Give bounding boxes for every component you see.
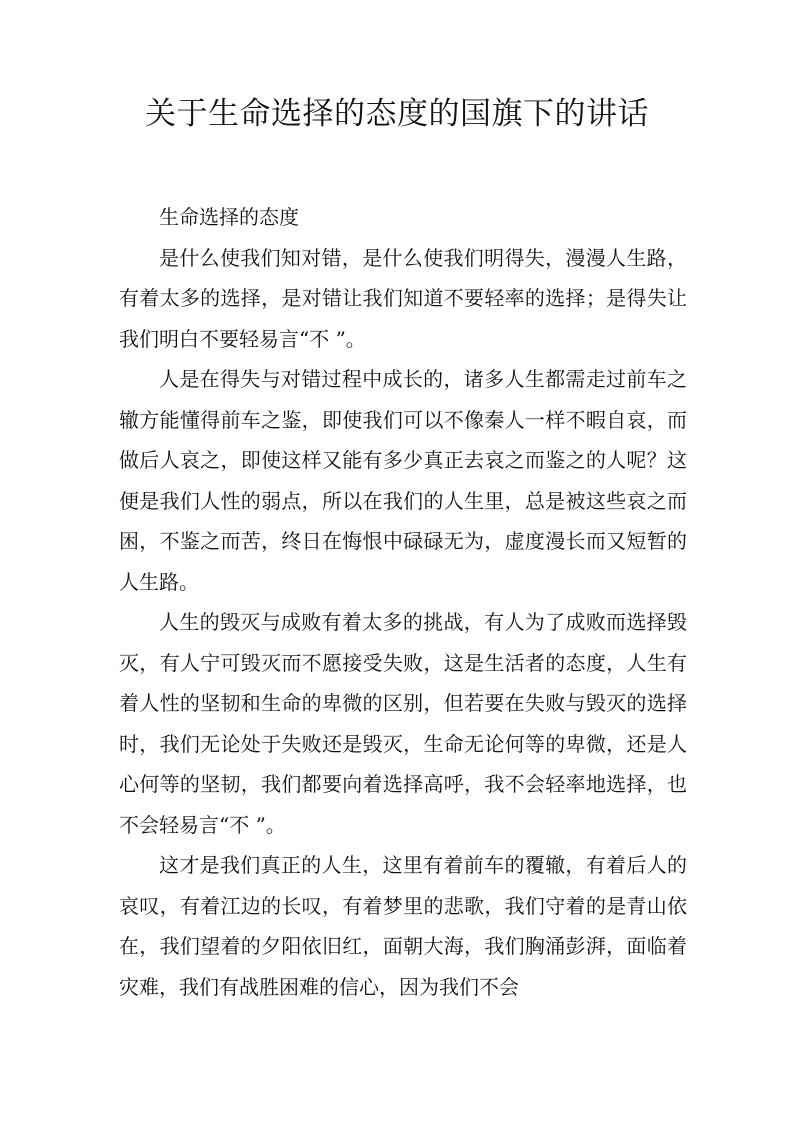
body-paragraph: 人生的毁灭与成败有着太多的挑战，有人为了成败而选择毁灭，有人宁可毁灭而不愿接受失败，这是生活者的态度，人生有着人性的坚韧和生命的卑微的区别，但若要在失败与毁灭的选择时，我们无论处于失败还是毁灭，生命无论何等的卑微，还是人心何等的坚韧，我们都要向着选择高呼，我不会轻率地选择，也不会轻易言“不 ”。 — [119, 610, 687, 837]
body-paragraph: 这才是我们真正的人生，这里有着前车的覆辙，有着后人的哀叹，有着江边的长叹，有着梦里的悲歌，我们守着的是青山依在，我们望着的夕阳依旧红，面朝大海，我们胸涌彭湃，面临着灾难，我们有战胜困难的信心，因为我们不会 — [119, 853, 687, 999]
document-body — [119, 197, 687, 1007]
document-title: 关于生命选择的态度的国旗下的讲话 — [145, 96, 649, 132]
body-paragraph: 是什么使我们知对错，是什么使我们明得失，漫漫人生路，有着太多的选择，是对错让我们知道不要轻率的选择；是得失让我们明白不要轻易言“不 ”。 — [119, 245, 687, 351]
subtitle-paragraph: 生命选择的态度 — [159, 205, 299, 229]
body-paragraph: 人是在得失与对错过程中成长的，诸多人生都需走过前车之辙方能懂得前车之鉴，即使我们可以不像秦人一样不暇自哀，而做后人哀之，即使这样又能有多少真正去哀之而鉴之的人呢？这便是我们人性的弱点，所以在我们的人生里，总是被这些哀之而困，不鉴之而苦，终日在悔恨中碌碌无为，虚度漫长而又短暂的人生路。 — [119, 367, 687, 594]
